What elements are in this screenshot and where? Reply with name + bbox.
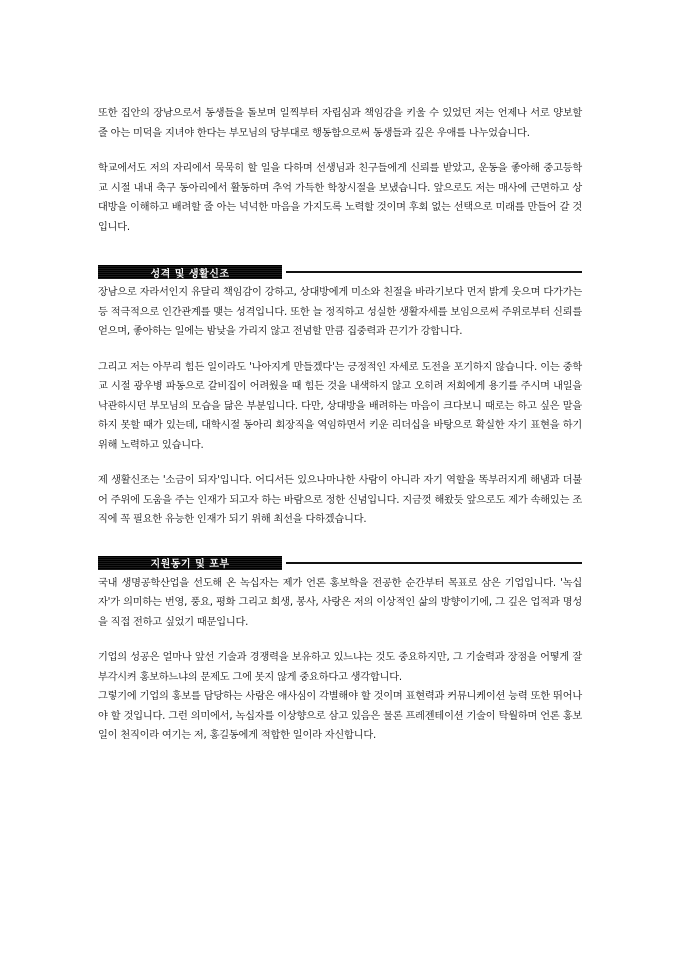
section-title-personality: 성격 및 생활신조 bbox=[98, 265, 282, 279]
section-header-personality bbox=[98, 263, 582, 281]
motivation-paragraph-2: 기업의 성공은 얼마나 앞선 기술과 경쟁력을 보유하고 있느냐는 것도 중요하지만, 그 기술력과 장점을 어떻게 잘 부각시켜 홍보하느냐의 문제도 그에 못지 않게 중요하다고 생각합니다. bbox=[98, 652, 582, 683]
motivation-paragraph-3: 그렇기에 기업의 홍보를 담당하는 사람은 애사심이 각별해야 할 것이며 표현력과 커뮤니케이션 능력 또한 뛰어나야 할 것입니다. 그런 의미에서, 녹십자를 이상향으로 삼고 있음은 물론 프레젠테이션 기술이 탁월하며 언론 홍보 일이 천직이라 여기는 저, 홍길동에게 적합한 일이라 자신합니다. bbox=[98, 691, 582, 741]
intro-paragraph-2: 학교에서도 저의 자리에서 묵묵히 할 일을 다하며 선생님과 친구들에게 신뢰를 받았고, 운동을 좋아해 중고등학교 시절 내내 축구 동아리에서 활동하며 추억 가득한 학창시절을 보냈습니다. 앞으로도 저는 매사에 근면하고 상대방을 이해하고 배려할 줄 아는 넉넉한 마음을 가지도록 노력할 것이며 후회 없는 선택으로 미래를 만들어 갈 것입니다. bbox=[98, 163, 582, 233]
personality-paragraph-1: 장남으로 자라서인지 유달리 책임감이 강하고, 상대방에게 미소와 친절을 바라기보다 먼저 밝게 웃으며 다가가는 등 적극적으로 인간관계를 맺는 성격입니다. 또한 늘 정직하고 성실한 생활자세를 보임으로써 주위로부터 신뢰를 얻으며, 좋아하는 일에는 밤낮을 가리지 않고 전념할 만큼 집중력과 끈기가 강합니다. bbox=[98, 287, 582, 337]
document-page bbox=[98, 104, 582, 746]
section-header-motivation bbox=[98, 554, 582, 572]
intro-paragraph-1: 또한 집안의 장남으로서 동생들을 돌보며 일찍부터 자립심과 책임감을 키울 수 있었던 저는 언제나 서로 양보할 줄 아는 미덕을 지녀야 한다는 부모님의 당부대로 행동함으로써 동생들과 깊은 우애를 나누었습니다. bbox=[98, 108, 582, 139]
section-divider bbox=[286, 562, 582, 564]
motivation-paragraph-1: 국내 생명공학산업을 선도해 온 녹십자는 제가 언론 홍보학을 전공한 순간부터 목표로 삼은 기업입니다. '녹십자'가 의미하는 번영, 풍요, 평화 그리고 희생, 봉사, 사랑은 저의 이상적인 삶의 방향이기에, 그 깊은 업적과 명성을 직접 전하고 싶었기 때문입니다. bbox=[98, 577, 582, 628]
section-divider bbox=[286, 271, 582, 273]
personality-paragraph-2: 그리고 저는 아무리 힘든 일이라도 '나아지게 만들겠다'는 긍정적인 자세로 도전을 포기하지 않습니다. 이는 중학교 시절 광우병 파동으로 갈비집이 어려웠을 때 힘든 것을 내색하지 않고 오히려 저희에게 용기를 주시며 내일을 낙관하시던 부모님의 모습을 닮은 부분입니다. 다만, 상대방을 배려하는 마음이 크다보니 때로는 하고 싶은 말을 하지 못할 때가 있는데, 대학시절 동아리 회장직을 역임하면서 키운 리더십을 바탕으로 확실한 자기 표현을 하기 위해 노력하고 있습니다. bbox=[98, 361, 582, 451]
personality-paragraph-3: 제 생활신조는 '소금이 되자'입니다. 어디서든 있으나마나한 사람이 아니라 자기 역할을 똑부러지게 해냄과 더불어 주위에 도움을 주는 인재가 되고자 하는 바람으로 정한 신념입니다. 지금껏 해왔듯 앞으로도 제가 속해있는 조직에 꼭 필요한 유능한 인재가 되기 위해 최선을 다하겠습니다. bbox=[98, 475, 582, 525]
section-title-motivation: 지원동기 및 포부 bbox=[98, 556, 282, 570]
